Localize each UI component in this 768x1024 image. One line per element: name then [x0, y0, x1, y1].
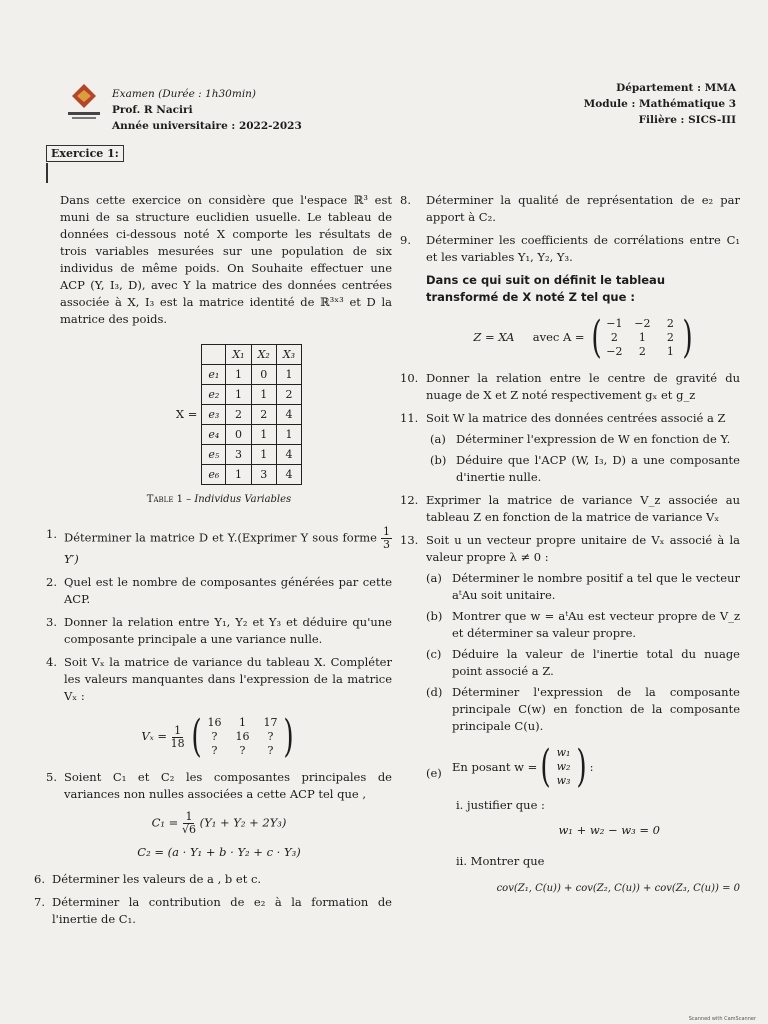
sub-question-number: (c): [426, 647, 442, 661]
question-text: Soit W la matrice des données centrées associé a Z: [426, 411, 726, 425]
question-13d: [426, 684, 740, 735]
vx-label: Vₓ =: [141, 729, 168, 743]
vx-equation: [46, 711, 392, 762]
fraction-numerator: 1: [185, 810, 193, 823]
table-cell: e₁: [202, 365, 226, 385]
table-row: [202, 465, 302, 485]
w-definition: [452, 741, 594, 792]
matrix-cell: 16: [235, 730, 250, 743]
ii-equation: [400, 880, 740, 897]
equation-text: w₁ + w₂ − w₃ = 0: [558, 823, 660, 837]
left-paren: (: [591, 312, 602, 363]
vector-grid: [555, 746, 573, 788]
matrix-cell: −2: [606, 345, 623, 358]
fraction-denominator: √6: [181, 823, 196, 836]
table-header-cell: X₁: [226, 345, 251, 365]
sub-question-text: Déduire que l'ACP (W, I₃, D) a une composante d'inertie nulle.: [456, 453, 740, 484]
question-7: [34, 894, 392, 928]
question-number: 3.: [46, 615, 57, 629]
question-text: Donner la relation entre le centre de gravité du nuage de X et Z noté respectivement gₓ et g_z: [426, 371, 740, 402]
table-cell: e₅: [202, 445, 226, 465]
vector-cell: w₁: [556, 746, 571, 759]
a-matrix: [588, 312, 696, 363]
academic-year: Année universitaire : 2022-2023: [112, 120, 302, 132]
header-left: [112, 86, 302, 134]
table-cell: 1: [251, 445, 276, 465]
question-text: Déterminer les coefficients de corrélations entre C₁ et les variables Y₁, Y₂, Y₃.: [426, 233, 740, 264]
vector-cell: w₂: [556, 760, 571, 773]
table-label: X =: [175, 407, 198, 421]
question-text: Soient C₁ et C₂ les composantes principales de variances non nulles associées a cette ACP tel que ,: [64, 770, 392, 801]
matrix-cell: 1: [666, 345, 674, 358]
table-cell: e₆: [202, 465, 226, 485]
table-cell: e₂: [202, 385, 226, 405]
table-row: [202, 365, 302, 385]
question-11b: [430, 452, 740, 486]
question-10: [400, 370, 740, 404]
table-cell: 1: [276, 425, 301, 445]
matrix-cell: 2: [666, 317, 674, 330]
question-number: 11.: [400, 411, 419, 425]
colon: :: [589, 759, 594, 774]
exercise-title: Exercice 1:: [46, 145, 124, 162]
question-text: Soit Vₓ la matrice de variance du tableau X. Compléter les valeurs manquantes dans l'expression de la matrice Vₓ :: [64, 655, 392, 703]
transform-heading: Dans ce qui suit on définit le tableau transformé de X noté Z tel que :: [426, 273, 666, 304]
fraction: [182, 811, 196, 836]
vx-matrix: [188, 711, 296, 762]
left-questions: [34, 525, 392, 928]
table-cell: 4: [276, 445, 301, 465]
matrix-cell: ?: [211, 744, 218, 757]
item-text: justifier que :: [467, 798, 545, 812]
item-ii: [400, 853, 740, 870]
sub-question-number: (e): [426, 766, 442, 780]
right-paren: ): [682, 312, 694, 363]
c2-equation: [46, 844, 392, 861]
question-text: Déterminer la matrice D et Y.(Exprimer Y sous forme: [64, 530, 377, 545]
a-matrix-equation: [430, 312, 740, 363]
matrix-grid: [206, 716, 280, 758]
module: Module : Mathématique 3: [583, 98, 736, 110]
item-i: [400, 797, 740, 814]
table-row: [202, 405, 302, 425]
question-13c: [426, 646, 740, 680]
header-right: [584, 80, 736, 128]
sub-question-number: (d): [426, 685, 443, 699]
table-caption: [46, 491, 392, 508]
table-cell: 1: [226, 365, 251, 385]
question-8: [400, 192, 740, 226]
vector-cell: w₃: [556, 774, 571, 787]
right-paren: ): [282, 711, 294, 762]
sub-question-text: Déterminer l'expression de W en fonction de Y.: [456, 432, 731, 446]
matrix-cell: 2: [666, 331, 674, 344]
question-12: [400, 492, 740, 526]
i-equation: [400, 822, 740, 839]
question-13: [400, 532, 740, 566]
table-cell: e₄: [202, 425, 226, 445]
question-text: Déterminer la qualité de représentation de e₂ par apport à C₂.: [426, 193, 740, 224]
table-header-cell: [202, 345, 226, 365]
caption-text: – Individus Variables: [186, 494, 292, 505]
matrix-cell: 1: [638, 331, 646, 344]
matrix-cell: 1: [239, 716, 246, 729]
question-number: 8.: [400, 193, 411, 207]
table-row: [202, 385, 302, 405]
margin-rule: [46, 163, 48, 183]
professor: Prof. R Naciri: [112, 104, 193, 116]
table-cell: 2: [226, 405, 251, 425]
question-1: [46, 526, 392, 568]
item-text: Montrer que: [470, 854, 545, 868]
sub-question-text: Déterminer le nombre positif a tel que le vecteur aᵗAu soit unitaire.: [452, 571, 740, 602]
question-number: 1.: [46, 527, 57, 541]
data-table-block: [86, 344, 392, 485]
fraction-denominator: 3: [383, 538, 390, 551]
question-number: 4.: [46, 655, 57, 669]
table-row: [202, 425, 302, 445]
question-text: Quel est le nombre de composantes générées par cette ACP.: [64, 575, 392, 606]
table-cell: 3: [226, 445, 251, 465]
question-text: Donner la relation entre Y₁, Y₂ et Y₃ et déduire qu'une composante principale a une variance nulle.: [64, 615, 392, 646]
matrix-cell: ?: [267, 744, 274, 757]
sub-question-number: (b): [426, 609, 443, 623]
matrix-grid: [605, 317, 679, 359]
question-6: [34, 871, 392, 888]
question-4: [46, 654, 392, 705]
question-13a: [426, 570, 740, 604]
department: Département : MMA: [616, 82, 736, 94]
table-cell: 1: [226, 385, 251, 405]
question-2: [46, 574, 392, 608]
question-text: Déterminer la contribution de e₂ à la formation de l'inertie de C₁.: [52, 895, 392, 926]
fraction-numerator: 1: [383, 525, 390, 538]
roman-number: ii.: [456, 854, 468, 868]
question-text: Déterminer les valeurs de a , b et c.: [52, 872, 262, 886]
question-number: 12.: [400, 493, 419, 507]
right-column: [400, 192, 740, 897]
right-paren: ): [575, 741, 587, 792]
table-cell: 3: [251, 465, 276, 485]
fraction-denominator: 18: [170, 736, 185, 750]
sub-question-number: (a): [426, 571, 442, 585]
matrix-cell: 2: [610, 331, 618, 344]
matrix-cell: −1: [606, 317, 623, 330]
c1-tail: (Y₁ + Y₂ + 2Y₃): [199, 815, 287, 830]
sub-question-text: En posant w =: [452, 759, 538, 774]
matrix-cell: 16: [207, 716, 222, 729]
matrix-cell: 2: [638, 345, 646, 358]
question-13b: [426, 608, 740, 642]
table-cell: 2: [276, 385, 301, 405]
question-5: [46, 769, 392, 803]
question-9: [400, 232, 740, 266]
table-header-row: [202, 345, 302, 365]
matrix-cell: ?: [211, 730, 218, 743]
question-11: [400, 410, 740, 427]
table-cell: 4: [276, 465, 301, 485]
c1-label: C₁ =: [151, 815, 179, 830]
fraction: [381, 526, 392, 551]
filiere: Filière : SICS-III: [638, 114, 736, 126]
fraction-numerator: 1: [174, 723, 182, 737]
left-paren: (: [540, 741, 552, 792]
sub-question-number: (a): [430, 432, 446, 446]
w-vector: [537, 741, 589, 792]
question-number: 10.: [400, 371, 419, 385]
matrix-cell: −2: [634, 317, 651, 330]
c2-text: C₂ = (a · Y₁ + b · Y₂ + c · Y₃): [137, 845, 301, 859]
question-text: Soit u un vecteur propre unitaire de Vₓ associé à la valeur propre λ ≠ 0 :: [426, 533, 740, 564]
avec-label: avec A =: [532, 330, 585, 344]
roman-number: i.: [456, 798, 464, 812]
table-cell: 1: [276, 365, 301, 385]
table-cell: 0: [251, 365, 276, 385]
matrix-cell: 17: [263, 716, 278, 729]
sub-question-number: (b): [430, 453, 447, 467]
question-3: [46, 614, 392, 648]
table-cell: 1: [251, 385, 276, 405]
left-column: [34, 192, 392, 934]
question-text: Exprimer la matrice de variance V_z associée au tableau Z en fonction de la matrice de variance Vₓ: [426, 493, 740, 524]
matrix-cell: ?: [267, 730, 274, 743]
sub-question-text: Montrer que w = aᵗAu est vecteur propre de V_z et déterminer sa valeur propre.: [452, 609, 740, 640]
table-cell: e₃: [202, 405, 226, 425]
question-number: 2.: [46, 575, 57, 589]
question-number: 6.: [34, 872, 45, 886]
question-tail: Y′): [64, 552, 79, 566]
sub-question-text: Déterminer l'expression de la composante principale C(w) en fonction de la composante principale C(u).: [452, 685, 740, 733]
table-header-cell: X₃: [276, 345, 301, 365]
table-cell: 1: [226, 465, 251, 485]
question-number: 9.: [400, 233, 411, 247]
question-number: 5.: [46, 770, 57, 784]
question-13e: [426, 741, 740, 792]
c1-equation: [46, 811, 392, 836]
table-row: [202, 445, 302, 465]
equation-text: cov(Z₁, C(u)) + cov(Z₂, C(u)) + cov(Z₃, C(u)) = 0: [496, 883, 740, 894]
matrix-cell: ?: [239, 744, 246, 757]
intro-paragraph: Dans cette exercice on considère que l'espace ℝ³ est muni de sa structure euclidien usuelle. Le tableau de données ci-dessous noté X comporte les résultats de trois variables mesurées sur une population de six individus de même poids. On Souhaite effectuer une ACP (Y, I₃, D), avec Y la matrice des données centrées associée à X, I₃ est la matrice identité de ℝ³ˣ³ et D la matrice des poids.: [60, 193, 392, 326]
scanner-watermark: Scanned with CamScanner: [688, 1016, 756, 1022]
question-number: 13.: [400, 533, 419, 547]
z-equation: Z = XA: [473, 330, 515, 344]
question-number: 7.: [34, 895, 45, 909]
question-11a: [430, 431, 740, 448]
fraction: [171, 725, 185, 750]
university-logo-icon: [62, 80, 106, 124]
exam-line: Examen (Durée : 1h30min): [112, 88, 257, 100]
table-cell: 4: [276, 405, 301, 425]
table-cell: 1: [251, 425, 276, 445]
left-paren: (: [191, 711, 203, 762]
data-table: [201, 344, 302, 485]
table-cell: 2: [251, 405, 276, 425]
table-cell: 0: [226, 425, 251, 445]
sub-question-text: Déduire la valeur de l'inertie total du nuage point associé a Z.: [452, 647, 740, 678]
caption-label: Table 1: [146, 494, 183, 505]
table-header-cell: X₂: [251, 345, 276, 365]
